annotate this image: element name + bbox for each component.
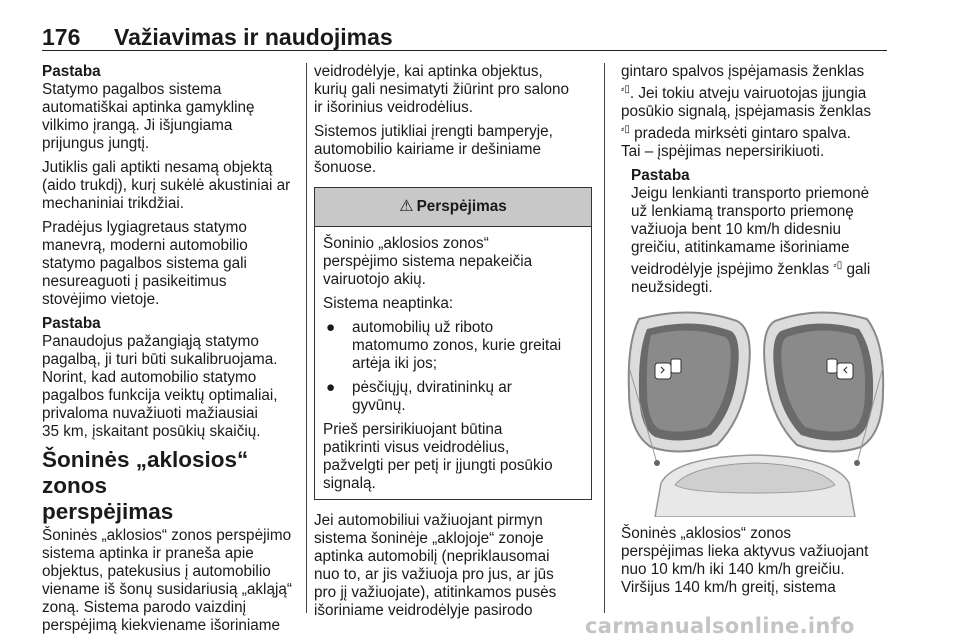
warning-title: Perspėjimas [416,198,507,215]
note-block [42,315,302,441]
note-label: Pastaba [42,63,101,80]
list-item [323,319,583,373]
text-line: vairuotojo akių. [323,271,426,288]
text-line: išoriniame veidrodėlyje pasirodo [314,602,533,619]
text-line: posūkio signalą, įspėjamasis ženklas [621,103,871,121]
section-heading [42,447,302,525]
text-line: kurių gali nesimatyti žiūrint pro salono [314,81,570,98]
left-mirror-icon [629,313,750,464]
page-header [42,24,887,51]
column-middle [314,63,592,626]
side-mirrors-illustration [621,307,889,517]
list-item [323,379,583,415]
text-line: perspėjimo sistema nepakeičia [323,253,533,270]
blind-spot-indicator-icon: ⸗▯ [621,124,630,136]
column-divider [604,63,605,613]
text-line: Panaudojus pažangiąją statymo [42,333,259,350]
text-line: artėja iki jos; [352,355,438,372]
text-line: automobilio kairiame ir dešiniame [314,141,542,158]
text-line: perspėjimą kiekviename išoriniame [42,617,281,634]
text-line: automatiškai aptinka gamyklinę [42,99,255,116]
text-line: šonuose. [314,159,377,176]
text-line: neužsidegti. [631,279,713,297]
text-line: aptinka automobilį (nepriklausomai [314,548,550,565]
blind-spot-indicator-icon: ⸗▯ [621,84,630,95]
text-line: statymo pagalbos sistema gali [42,255,247,272]
text-line: Šoninės „aklosios“ zonos [621,525,792,543]
paragraph [621,63,889,161]
text-line: gyvūnų. [352,397,406,414]
note-block [42,63,302,153]
detects-label: Sistema neaptinka: [323,295,454,312]
text-line: Viršijus 140 km/h greitį, sistema [621,579,836,597]
paragraph [42,159,302,213]
watermark: carmanualsonline.info [585,614,855,638]
paragraph [621,525,889,597]
warning-header [315,188,591,227]
text-line: pėsčiųjų, dviratininkų ar [352,379,512,396]
text-line: privaloma nuvažiuoti mažiausiai [42,405,258,422]
text-line: prijungus jungtį. [42,135,150,152]
right-mirror-icon [764,313,883,464]
warning-body [315,227,591,499]
text-line: stovėjimo vietoje. [42,291,160,308]
paragraph [314,123,592,177]
text-line: matomumo zonos, kurie greitai [352,337,562,354]
text-line: Jei automobiliui važiuojant pirmyn [314,512,543,529]
text-line: nuo to, ar jis važiuoja pro jus, ar jūs [314,566,554,583]
paragraph [314,63,592,117]
page-title: Važiavimas ir naudojimas [114,24,393,50]
text-line: signalą. [323,475,376,492]
column-left [42,63,302,641]
text-line: mechaniniai trikdžiai. [42,195,184,212]
text-line [621,81,889,103]
text-line: Prieš persirikiuojant būtina [323,421,503,438]
text-line: Šoninės „aklosios“ zonos perspėjimo [42,527,292,544]
note-label: Pastaba [631,167,690,185]
text-line: automobilių už riboto [352,319,494,336]
text-line: gintaro spalvos įspėjamasis ženklas [621,63,865,80]
paragraph [323,235,583,289]
text-line: Sistemos jutikliai įrengti bamperyje, [314,123,553,140]
text-line: važiuoja bent 10 km/h didesniu [631,221,842,239]
text-line: sistema aptinka ir praneša apie [42,545,254,562]
text-line: Tai – įspėjimas nepersirikiuoti. [621,143,825,161]
bullet-icon: ● [326,379,336,396]
text-line: nesureaguoti į pasikeitimus [42,273,227,290]
column-right [621,63,889,603]
text-span: pradeda mirksėti gintaro spalva. [629,125,851,143]
bullet-icon: ● [326,319,336,336]
text-line: perspėjimas lieka aktyvus važiuojant [621,543,869,561]
paragraph [314,512,592,620]
text-line [631,257,889,279]
car-rear-illustration [654,455,860,517]
warning-box [314,187,592,500]
text-line: veidrodėlyje, kai aptinka objektus, [314,63,543,80]
heading-line: Šoninės „aklosios“ zonos [42,447,249,498]
text-line: Norint, kad automobilio statymo [42,369,257,386]
text-line: Jeigu lenkianti transporto priemonė [631,185,870,203]
text-line: greičiu, atitinkamame išoriniame [631,239,850,257]
text-line: patikrinti visus veidrodėlius, [323,439,510,456]
text-span: veidrodėlyje įspėjimo ženklas [631,261,834,279]
paragraph [42,219,302,309]
text-line: sistema šoninėje „aklojoje“ zonoje [314,530,544,547]
blind-spot-indicator-icon: ⸗▯ [833,260,843,272]
text-line: zoną. Sistema parodo vaizdinį [42,599,247,616]
text-line [621,121,889,143]
text-line: manevrą, moderni automobilio [42,237,248,254]
text-line: objektus, patekusius į automobilio [42,563,271,580]
text-line: Statymo pagalbos sistema [42,81,222,98]
note-block [621,167,889,297]
text-line: (aido trukdį), kurį sukėlė akustiniai ar [42,177,291,194]
text-line: pro jį važiuojate), atitinkamos pusės [314,584,557,601]
text-line: Šoninio „aklosios zonos“ [323,235,489,252]
text-line: pažvelgti per petį ir įjungti posūkio [323,457,553,474]
column-divider [306,63,307,613]
page-number: 176 [42,24,81,50]
paragraph [323,421,583,493]
text-line: viename iš šonų susidariusią „akląją“ [42,581,292,598]
text-line: už lenkiamą transporto priemonę [631,203,854,221]
text-line: pagalbą, ji turi būti sukalibruojama. [42,351,278,368]
text-line: vilkimo įrangą. Ji išjungiama [42,117,233,134]
warning-triangle-icon: ⚠ [399,198,414,215]
text-line: Jutiklis gali aptikti nesamą objektą [42,159,273,176]
paragraph [42,527,302,635]
heading-line: perspėjimas [42,499,174,524]
text-line: ir išorinius veidrodėlius. [314,99,473,116]
text-span: gali [842,261,871,279]
text-line: Pradėjus lygiagretaus statymo [42,219,247,236]
text-line: nuo 10 km/h iki 140 km/h greičiu. [621,561,845,579]
text-line: 35 km, įskaitant posūkių skaičių. [42,423,261,440]
text-line: pagalbos funkcija veiktų optimaliai, [42,387,278,404]
note-label: Pastaba [42,315,101,332]
text-span: . Jei tokiu atveju vairuotojas įjungia [629,85,867,103]
